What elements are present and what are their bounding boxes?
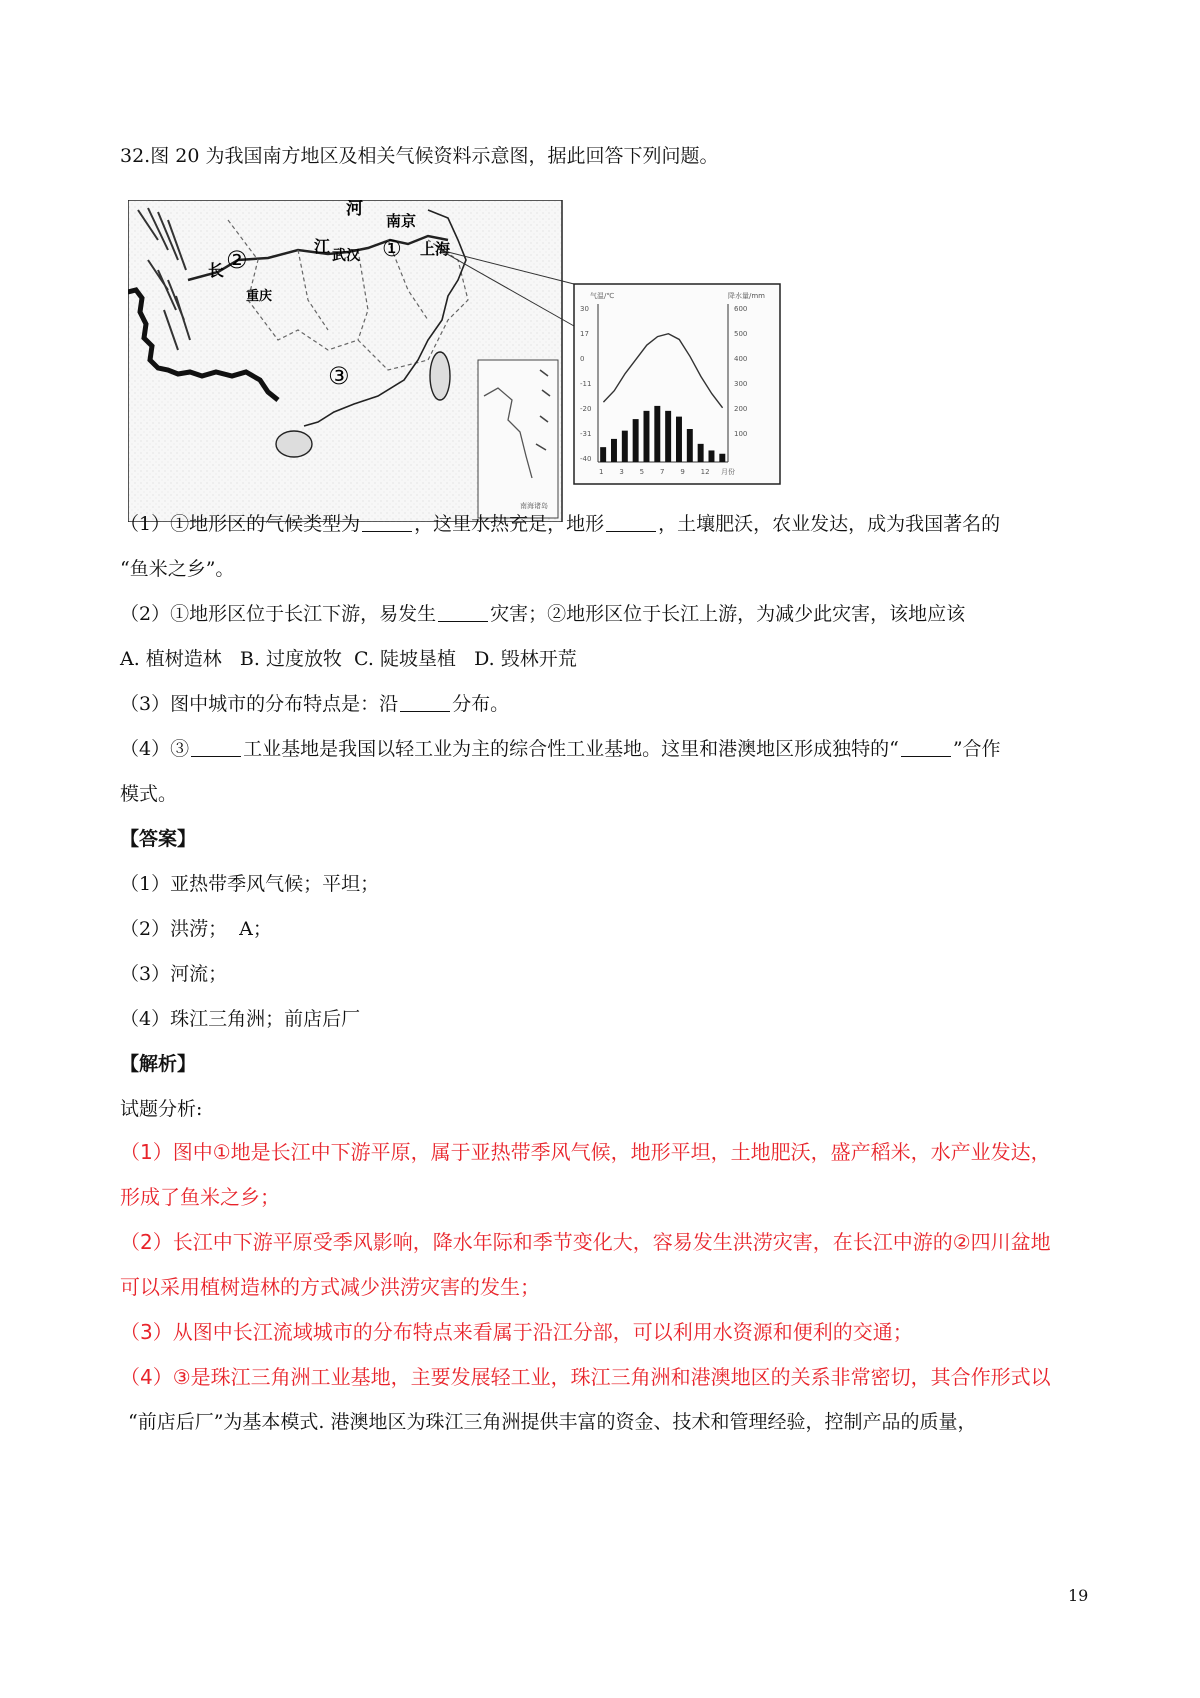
- q1-blank-2[interactable]: [606, 513, 656, 532]
- marker-2: ②: [226, 246, 248, 274]
- right-axis-tick: 400: [734, 355, 748, 363]
- analysis-r1a: （1）图中①地是长江中下游平原，属于亚热带季风气候，地形平坦，土地肥沃，盛产稻米，水产业发达，: [120, 1140, 1051, 1164]
- label-shanghai: 上海: [420, 240, 451, 258]
- q2-blank[interactable]: [438, 603, 488, 622]
- label-chongqing: 重庆: [246, 289, 273, 304]
- marker-1: ①: [382, 237, 402, 262]
- q2-text-b: 灾害；②地形区位于长江上游，为减少此灾害，该地应该: [490, 603, 966, 625]
- precip-bar: [600, 447, 606, 462]
- analysis-r2a: （2）长江中下游平原受季风影响，降水年际和季节变化大，容易发生洪涝灾害，在长江中游的②四川盆地: [120, 1230, 1051, 1254]
- answer-4: （4）珠江三角洲；前店后厂: [120, 1008, 361, 1030]
- q4-text-b: 工业基地是我国以轻工业为主的综合性工业基地。这里和港澳地区形成独特的“: [243, 738, 899, 760]
- precip-bar: [622, 431, 628, 462]
- left-axis-tick: -40: [580, 455, 592, 463]
- label-he: 河: [346, 200, 363, 219]
- analysis-r4: （4）③是珠江三角洲工业基地，主要发展轻工业，珠江三角洲和港澳地区的关系非常密切，其合作形式以: [120, 1365, 1051, 1389]
- q4-blank-1[interactable]: [191, 738, 241, 757]
- q1-text-b: ，这里水热充足，地形: [414, 513, 605, 535]
- left-axis-tick: 30: [580, 305, 589, 313]
- analysis-r3: （3）从图中长江流域城市的分布特点来看属于沿江分部，可以利用水资源和便利的交通；: [120, 1320, 913, 1344]
- inset-label: 南海诸岛: [520, 502, 548, 510]
- precip-bar: [654, 406, 660, 462]
- q4-line1: [120, 737, 1001, 761]
- label-jiang: 江: [314, 237, 331, 256]
- right-axis-tick: 100: [734, 430, 748, 438]
- q4-text-a: （4）③: [120, 738, 190, 760]
- label-chang: 长: [208, 261, 225, 280]
- analysis-r5: “前店后厂”为基本模式. 港澳地区为珠江三角洲提供丰富的资金、技术和管理经验，控制产品的质量，: [128, 1411, 977, 1433]
- right-axis-tick: 200: [734, 405, 748, 413]
- precip-bar: [676, 417, 682, 462]
- marker-3: ③: [328, 362, 350, 390]
- right-axis-tick: 600: [734, 305, 748, 313]
- q3-text-b: 分布。: [452, 693, 510, 715]
- q4-text-c: ”合作: [952, 738, 1001, 760]
- right-axis-tick: 500: [734, 330, 748, 338]
- analysis-heading: 【解析】: [120, 1053, 197, 1075]
- q1-line2: “鱼米之乡”。: [120, 558, 235, 580]
- x-axis-tick: 12: [700, 468, 710, 476]
- label-wuhan: 武汉: [332, 248, 360, 264]
- q3-blank[interactable]: [400, 693, 450, 712]
- q4-blank-2[interactable]: [901, 738, 951, 757]
- x-axis-tick: 5: [639, 468, 645, 476]
- analysis-intro: 试题分析:: [120, 1098, 203, 1120]
- q1-blank-1[interactable]: [362, 513, 412, 532]
- q2-text-a: （2）①地形区位于长江下游，易发生: [120, 603, 437, 625]
- left-axis-tick: 17: [580, 330, 589, 338]
- left-axis-tick: -11: [580, 380, 592, 388]
- precip-bar: [687, 429, 693, 462]
- q1-text-c: ，土壤肥沃，农业发达，成为我国著名的: [658, 513, 1001, 535]
- precip-bar: [698, 444, 704, 462]
- answer-1: （1）亚热带季风气候；平坦；: [120, 873, 380, 895]
- left-axis-tick: -31: [580, 430, 592, 438]
- q3-line: [120, 692, 509, 716]
- x-axis-tick: 7: [660, 468, 665, 476]
- left-axis-tick: -20: [580, 405, 592, 413]
- x-axis-tick: 3: [619, 468, 624, 476]
- answer-3: （3）河流；: [120, 963, 228, 985]
- q2-options: A. 植树造林 B. 过度放牧 C. 陡坡垦植 D. 毁林开荒: [120, 648, 577, 670]
- precip-bar: [709, 450, 715, 462]
- left-axis-tick: 0: [580, 355, 585, 363]
- q4-line2: 模式。: [120, 783, 178, 805]
- south-china-sea-inset: [478, 360, 558, 518]
- precip-bar: [611, 439, 617, 462]
- x-axis-tick: 1: [599, 468, 604, 476]
- right-axis-tick: 300: [734, 380, 748, 388]
- precip-bar: [644, 411, 650, 462]
- precip-bar: [665, 411, 671, 462]
- taiwan-island: [430, 352, 450, 400]
- label-nanjing: 南京: [386, 212, 417, 230]
- precip-bar: [633, 419, 639, 462]
- climate-header-right: 降水量/mm: [728, 292, 765, 300]
- q2-line: [120, 602, 965, 626]
- q3-text-a: （3）图中城市的分布特点是：沿: [120, 693, 399, 715]
- x-axis-tick: 9: [680, 468, 685, 476]
- climate-chart: [574, 284, 780, 484]
- climate-header-left: 气温/℃: [590, 292, 615, 300]
- q1-text-a: （1）①地形区的气候类型为: [120, 513, 361, 535]
- page-number: 19: [1068, 1586, 1089, 1605]
- analysis-r2b: 可以采用植树造林的方式减少洪涝灾害的发生；: [120, 1275, 540, 1299]
- x-axis-tick: 月份: [721, 468, 735, 476]
- answer-2: （2）洪涝； A；: [120, 918, 272, 940]
- precip-bar: [719, 454, 725, 462]
- answer-heading: 【答案】: [120, 828, 197, 850]
- question-intro: 32.图 20 为我国南方地区及相关气候资料示意图，据此回答下列问题。: [120, 145, 719, 167]
- q1-line1: [120, 512, 1000, 536]
- hainan-island: [276, 431, 312, 457]
- map-figure: [128, 200, 852, 522]
- analysis-r1b: 形成了鱼米之乡；: [120, 1185, 280, 1209]
